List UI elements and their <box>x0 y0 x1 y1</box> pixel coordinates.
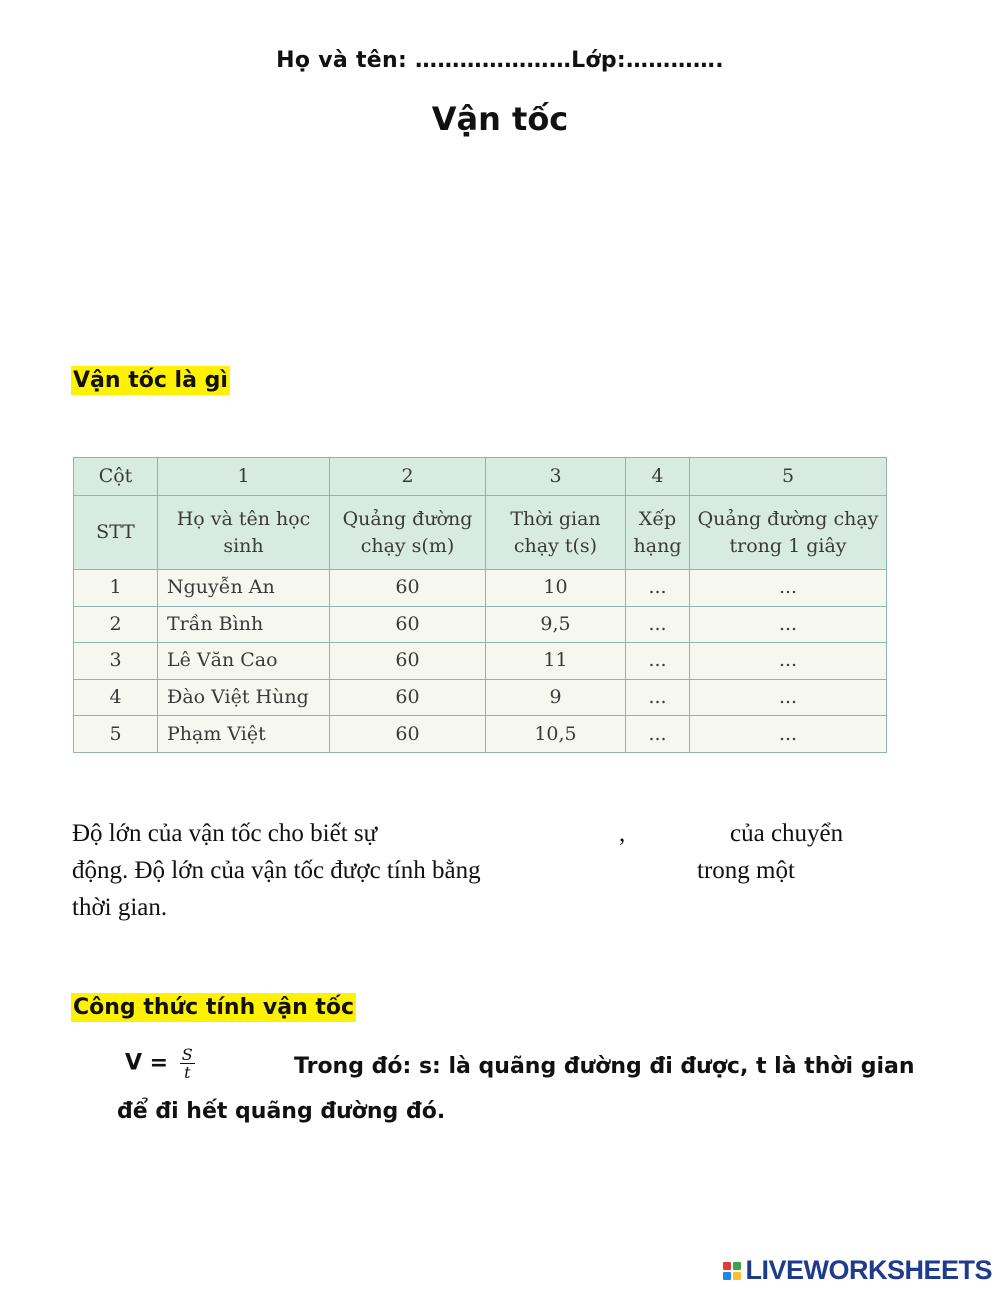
table-cell: ... <box>626 606 690 643</box>
table-header-cell: Xếp hạng <box>626 496 690 570</box>
table-cell: ... <box>626 570 690 607</box>
table-cell: ... <box>690 606 887 643</box>
table-header-cell: Thời gian chạy t(s) <box>486 496 626 570</box>
table-cell: Lê Văn Cao <box>158 643 330 680</box>
logo-square-icon <box>733 1262 741 1270</box>
logo-grid-icon <box>723 1262 741 1280</box>
formula-fraction <box>180 1046 195 1081</box>
table-cell: 60 <box>330 716 486 753</box>
table-cell: Trần Bình <box>158 606 330 643</box>
table-row <box>74 570 887 607</box>
table-header-cell: 2 <box>330 458 486 496</box>
table-cell: 9,5 <box>486 606 626 643</box>
table-header-cell: 1 <box>158 458 330 496</box>
logo-square-icon <box>733 1272 741 1280</box>
table-cell: ... <box>626 716 690 753</box>
section-heading-text: Vận tốc là gì <box>73 368 228 393</box>
table-cell: Đào Việt Hùng <box>158 679 330 716</box>
table-cell: 60 <box>330 570 486 607</box>
paragraph-text: của chuyển <box>730 820 844 847</box>
section-heading-formula <box>71 995 356 1020</box>
velocity-formula <box>125 1046 195 1081</box>
paragraph-text: động. Độ lớn của vận tốc được tính bằng <box>72 857 481 884</box>
table-header-cell: 4 <box>626 458 690 496</box>
table-cell: ... <box>690 679 887 716</box>
table-cell: 10 <box>486 570 626 607</box>
table-cell: 3 <box>74 643 158 680</box>
table-cell: 60 <box>330 643 486 680</box>
table-header-row-labels <box>74 496 887 570</box>
table-cell: 60 <box>330 679 486 716</box>
table-cell: ... <box>690 716 887 753</box>
table-header-cell: 5 <box>690 458 887 496</box>
answer-blank-1[interactable] <box>436 822 612 852</box>
formula-denominator: t <box>184 1063 191 1082</box>
table-cell: 9 <box>486 679 626 716</box>
name-class-line: Họ và tên: …………………Lớp:…………. <box>276 48 724 73</box>
logo-square-icon <box>723 1262 731 1270</box>
running-data-table <box>73 457 887 753</box>
table-cell: 60 <box>330 606 486 643</box>
table-header-row-columns <box>74 458 887 496</box>
table-header-cell: Cột <box>74 458 158 496</box>
table-cell: ... <box>690 643 887 680</box>
table-cell: 11 <box>486 643 626 680</box>
table-header-cell: STT <box>74 496 158 570</box>
formula-explanation-line-2: để đi hết quãng đường đó. <box>117 1099 446 1124</box>
logo-square-icon <box>723 1272 731 1280</box>
section-heading-text: Công thức tính vận tốc <box>73 995 355 1020</box>
table-row <box>74 679 887 716</box>
logo-text: LIVEWORKSHEETS <box>745 1255 992 1285</box>
page-title: Vận tốc <box>431 100 569 138</box>
answer-blank-2[interactable] <box>632 822 726 852</box>
table-cell: 1 <box>74 570 158 607</box>
paragraph-line-3: thời gian. <box>72 894 168 921</box>
table-cell: ... <box>690 570 887 607</box>
formula-numerator: S <box>181 1045 193 1064</box>
table-row <box>74 606 887 643</box>
table-header-cell: Quảng đường chạy trong 1 giây <box>690 496 887 570</box>
answer-blank-3[interactable] <box>557 859 693 889</box>
table-row <box>74 643 887 680</box>
table-cell: Nguyễn An <box>158 570 330 607</box>
table-cell: 10,5 <box>486 716 626 753</box>
table-header-cell: Họ và tên học sinh <box>158 496 330 570</box>
table-cell: 2 <box>74 606 158 643</box>
table-cell: 4 <box>74 679 158 716</box>
formula-explanation-line-1: Trong đó: s: là quãng đường đi được, t là thời gian <box>294 1054 915 1079</box>
table-header-cell: Quảng đường chạy s(m) <box>330 496 486 570</box>
table-cell: 5 <box>74 716 158 753</box>
table-cell: ... <box>626 679 690 716</box>
table-row <box>74 716 887 753</box>
paragraph-text: trong một <box>697 857 795 884</box>
section-heading-what-is-velocity <box>71 368 230 393</box>
table-header-cell: 3 <box>486 458 626 496</box>
liveworksheets-logo <box>723 1255 992 1286</box>
table-cell: ... <box>626 643 690 680</box>
paragraph-text: Độ lớn của vận tốc cho biết sự <box>72 820 378 847</box>
formula-lhs: V = <box>125 1050 169 1076</box>
paragraph-comma: , <box>619 820 626 847</box>
table-cell: Phạm Việt <box>158 716 330 753</box>
